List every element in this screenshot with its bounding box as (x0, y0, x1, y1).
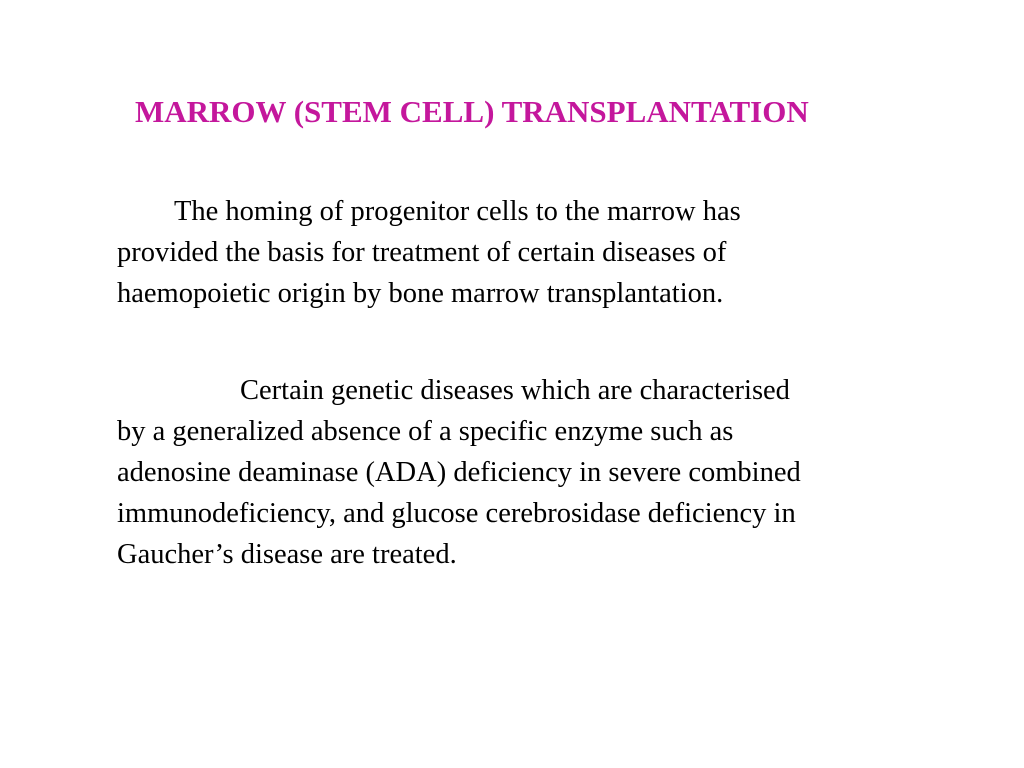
paragraph-line: provided the basis for treatment of certain diseases of (117, 237, 727, 268)
paragraph-line: adenosine deaminase (ADA) deficiency in severe combined (117, 457, 801, 488)
paragraph-line: haemopoietic origin by bone marrow transplantation. (117, 278, 724, 309)
paragraph-line: by a generalized absence of a specific enzyme such as (117, 416, 734, 447)
paragraph-homing (117, 191, 977, 314)
slide-title: MARROW (STEM CELL) TRANSPLANTATION (135, 94, 809, 129)
paragraph-line: immunodeficiency, and glucose cerebrosidase deficiency in (117, 498, 796, 529)
paragraph-line: Certain genetic diseases which are characterised (240, 375, 790, 406)
paragraph-genetic-diseases (117, 370, 977, 575)
paragraph-line: Gaucher’s disease are treated. (117, 539, 457, 570)
paragraph-line: The homing of progenitor cells to the marrow has (174, 196, 741, 227)
